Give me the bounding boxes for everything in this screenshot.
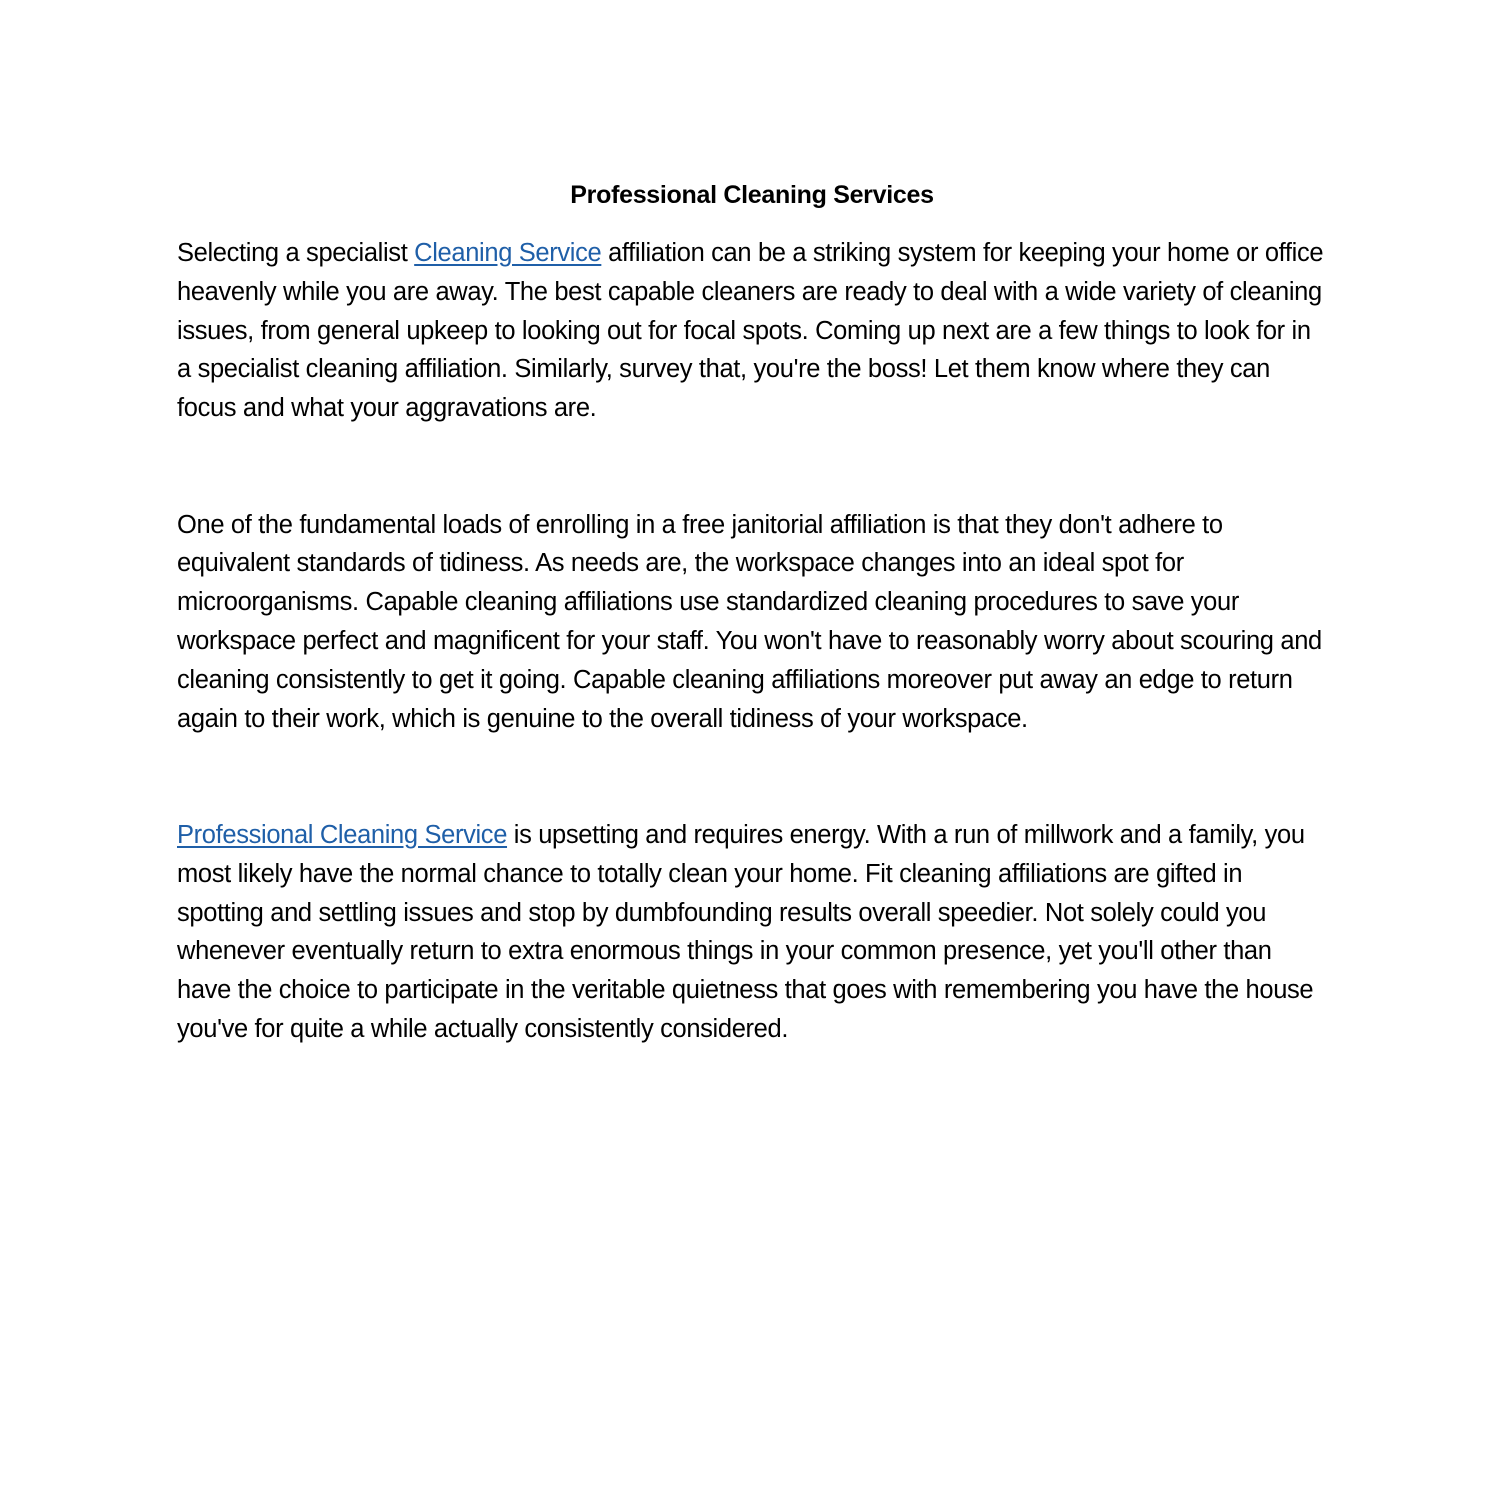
paragraph-2: One of the fundamental loads of enrolling in a free janitorial affiliation is that they don't adhere to equivalent standards of tidiness. As needs are, the workspace changes into an ideal spot for microorganisms. Capable cleaning affiliations use standardized cleaning procedures to save your workspace perfect and magnificent for your staff. You won't have to reasonably worry about scouring and cleaning consistently to get it going. Capable cleaning affiliations moreover put away an edge to return again to their work, which is genuine to the overall tidiness of your workspace. [177,510,1322,733]
paragraph-3 [177,816,1327,1049]
paragraph-1 [177,234,1327,428]
paragraph-3-body: is upsetting and requires energy. With a run of millwork and a family, you most likely have the normal chance to totally clean your home. Fit cleaning affiliations are gifted in spotting and settling issues and stop by dumbfounding results overall speedier. Not solely could you whenever eventually return to extra enormous things in your common presence, yet you'll other than have the choice to participate in the veritable quietness that goes with remembering you have the house you've for quite a while actually consistently considered. [177,820,1314,1043]
document-title: Professional Cleaning Services [570,181,934,209]
paragraph-1-body: affiliation can be a striking system for keeping your home or office heavenly while you are away. The best capable cleaners are ready to deal with a wide variety of cleaning issues, from general upkeep to looking out for focal spots. Coming up next are a few things to look for in a specialist cleaning affiliation. Similarly, survey that, you're the boss! Let them know where they can focus and what your aggravations are. [177,239,1324,423]
cleaning-service-link[interactable]: Cleaning Service [414,239,602,267]
professional-cleaning-service-link[interactable]: Professional Cleaning Service [177,820,508,849]
document-page [177,176,1327,1049]
paragraph-1-intro: Selecting a specialist [177,239,415,267]
